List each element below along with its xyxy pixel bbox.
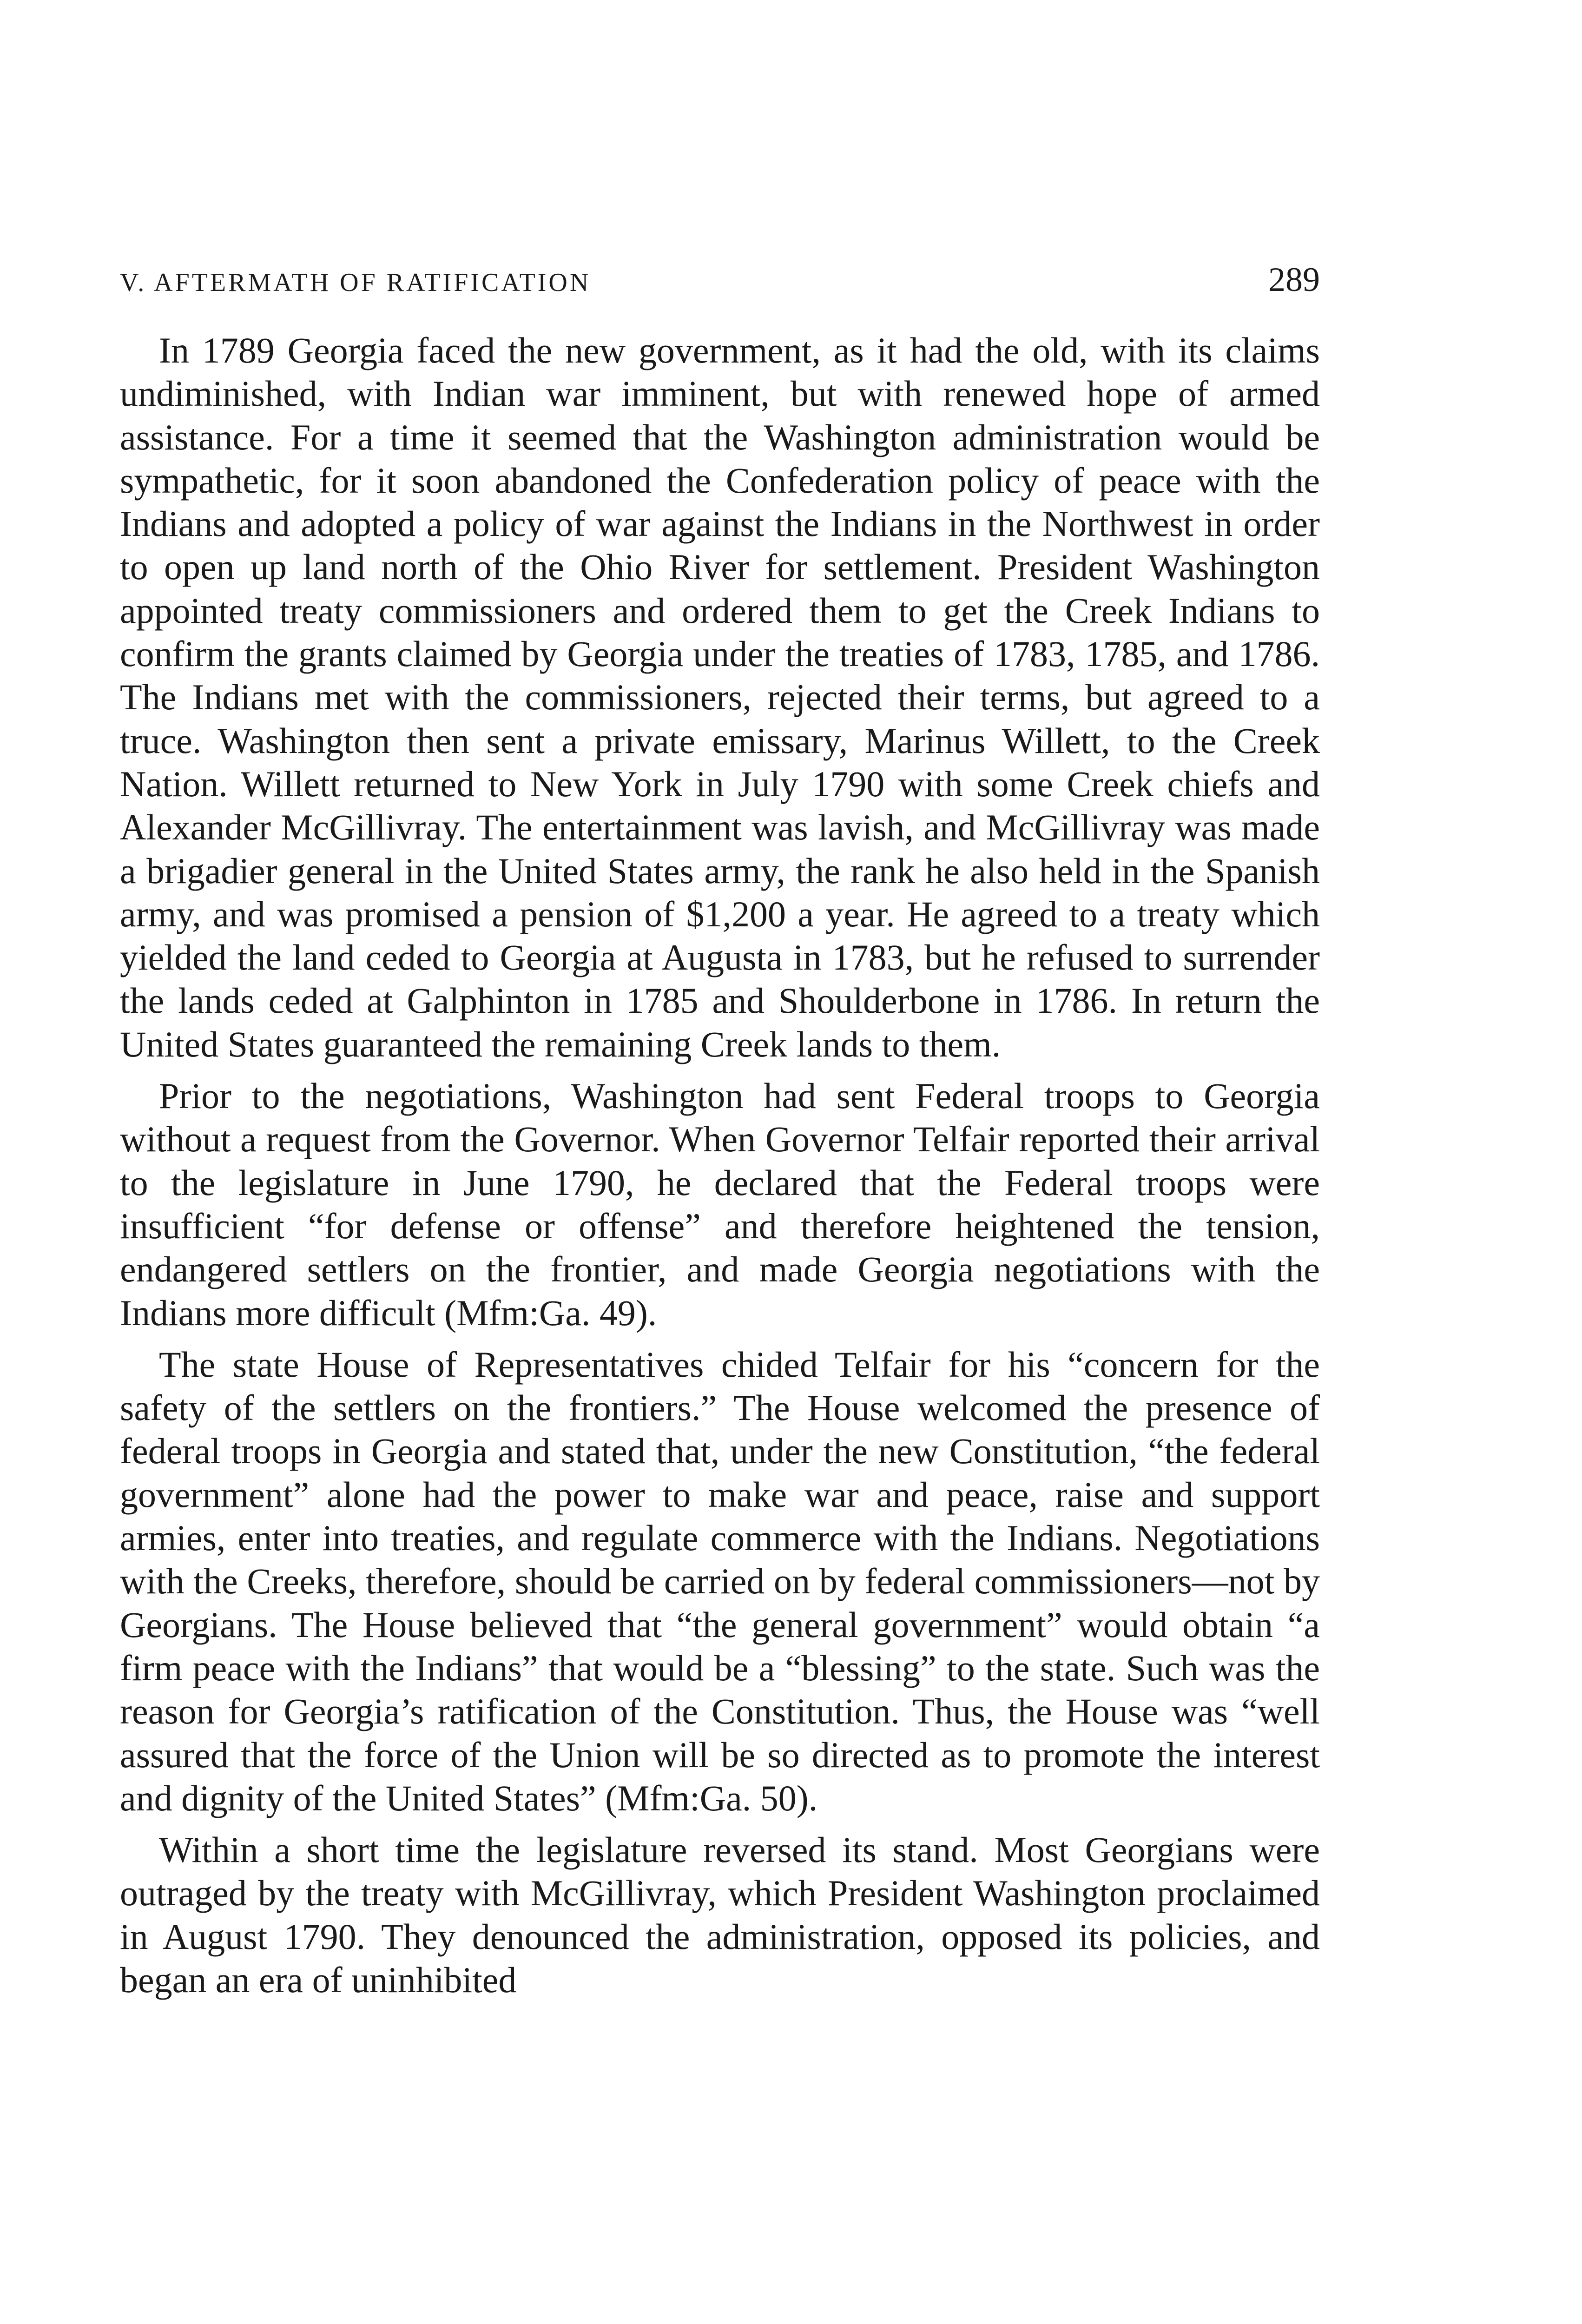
section-title: V. AFTERMATH OF RATIFICATION <box>120 268 591 297</box>
page-number: 289 <box>1268 261 1320 299</box>
paragraph: The state House of Representatives chided Telfair for his “concern for the safety of the settlers on the frontiers.” The House welcomed the presence of federal troops in Georgia and stated that, under the new Constitution, “the federal government” alone had the power to make war and peace, raise and support armies, enter into treaties, and regulate commerce with the Indians. Negotiations with the Creeks, therefore, should be carried on by federal commissioners—not by Georgians. The House believed that “the general government” would obtain “a firm peace with the Indians” that would be a “blessing” to the state. Such was the reason for Georgia’s ratification of the Constitution. Thus, the House was “well assured that the force of the Union will be so directed as to promote the interest and dignity of the United States” (Mfm:Ga. 50). <box>120 1344 1320 1818</box>
book-page <box>120 260 1320 2010</box>
running-head <box>120 260 1320 300</box>
paragraph: Within a short time the legislature reversed its stand. Most Georgians were outraged by the treaty with McGillivray, which President Washington proclaimed in August 1790. They denounced the administration, opposed its policies, and began an era of uninhibited <box>120 1829 1320 2000</box>
paragraph: Prior to the negotiations, Washington had sent Federal troops to Georgia without a request from the Governor. When Governor Telfair reported their arrival to the legislature in June 1790, he declared that the Federal troops were insufficient “for defense or offense” and therefore heightened the tension, endangered settlers on the frontier, and made Georgia negotiations with the Indians more difficult (Mfm:Ga. 49). <box>120 1076 1320 1333</box>
paragraph: In 1789 Georgia faced the new government, as it had the old, with its claims undiminished, with Indian war imminent, but with renewed hope of armed assistance. For a time it seemed that the Washington administration would be sympathetic, for it soon abandoned the Confederation policy of peace with the Indians and adopted a policy of war against the Indians in the Northwest in order to open up land north of the Ohio River for settlement. President Washington appointed treaty commissioners and ordered them to get the Creek Indians to confirm the grants claimed by Georgia under the treaties of 1783, 1785, and 1786. The Indians met with the commissioners, rejected their terms, but agreed to a truce. Washington then sent a private emissary, Marinus Willett, to the Creek Nation. Willett returned to New York in July 1790 with some Creek chiefs and Alexander McGillivray. The entertainment was lavish, and McGillivray was made a brigadier general in the United States army, the rank he also held in the Spanish army, and was promised a pension of $1,200 a year. He agreed to a treaty which yielded the land ceded to Georgia at Augusta in 1783, but he refused to surrender the lands ceded at Galphinton in 1785 and Shoulderbone in 1786. In return the United States guaranteed the remaining Creek lands to them. <box>120 330 1320 1064</box>
body-text <box>120 329 1320 2001</box>
